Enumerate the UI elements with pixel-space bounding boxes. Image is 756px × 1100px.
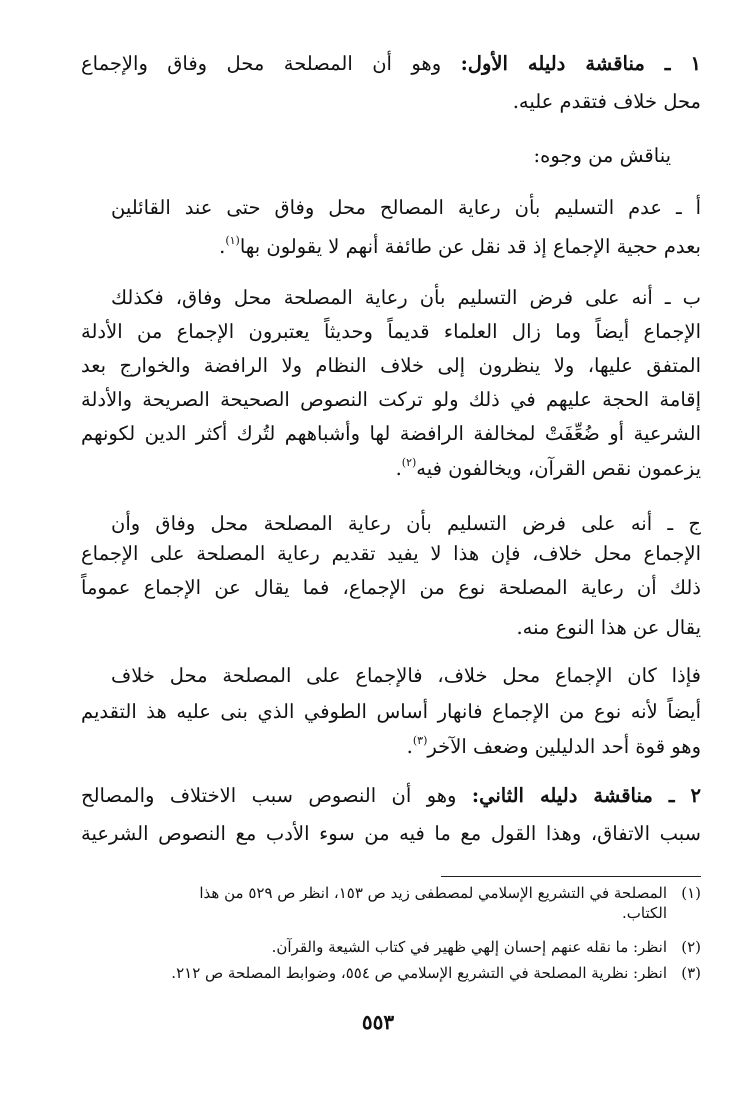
text-line: ٢ ـ مناقشة دليله الثاني: وهو أن النصوص سبب الاختلاف والمصالح [81, 784, 702, 807]
footnote-number: (٢) [681, 938, 701, 956]
section-heading: ٢ ـ مناقشة دليله الثاني: [471, 784, 702, 807]
footnote-3: (٣)انظر: نظرية المصلحة في التشريع الإسلامي ص ٥٥٤، وضوابط المصلحة ص ٢١٢. [171, 964, 701, 982]
text-line: ذلك أن رعاية المصلحة نوع من الإجماع، فما يقال عن الإجماع عموماً [81, 576, 701, 599]
text-line: بعدم حجية الإجماع إذ قد نقل عن طائفة أنهم لا يقولون بها$^{(١)}$. [219, 234, 701, 258]
text-line: الإجماع أيضاً وما زال العلماء قديماً وحديثاً يعتبرون الإجماع من الأدلة [81, 320, 701, 343]
section-heading: ١ ـ مناقشة دليله الأول: [460, 52, 702, 75]
text-line: وهو قوة أحد الدليلين وضعف الآخر$^{(٣)}$. [406, 734, 701, 758]
text-line: ١ ـ مناقشة دليله الأول: وهو أن المصلحة محل وفاق والإجماع [81, 52, 702, 75]
text-line: أيضاً لأنه نوع من الإجماع فانهار أساس الطوفي الذي بنى عليه هذ التقديم [81, 700, 701, 723]
footnote-number: (٣) [681, 964, 701, 982]
text-line: الشرعية أو ضُعِّفَتْ لمخالفة الرافضة لها وأشباههم لتُرك أكثر الدين لكونهم [81, 422, 701, 445]
footnote-ref: (٣) [412, 734, 428, 747]
footnote-separator [441, 876, 701, 877]
text-line: محل خلاف فتقدم عليه. [512, 90, 701, 113]
footnote-ref: (١) [225, 234, 240, 247]
footnote-number: (١) [681, 884, 701, 902]
text-line: ب ـ أنه على فرض التسليم بأن رعاية المصلحة محل وفاق، فكذلك [111, 286, 701, 309]
footnote-2: (٢)انظر: ما نقله عنهم إحسان إلهي ظهير في كتاب الشيعة والقرآن. [271, 938, 701, 956]
page-number: ٥٥٣ [361, 1010, 395, 1034]
text-line: إقامة الحجة عليهم في ذلك ولو تركت النصوص الصحيحة الصريحة والأدلة [81, 388, 701, 411]
text-line: ج ـ أنه على فرض التسليم بأن رعاية المصلحة محل وفاق وأن [111, 512, 701, 535]
text-line: يقال عن هذا النوع منه. [516, 616, 701, 639]
text-line: الإجماع محل خلاف، فإن هذا لا يفيد تقديم رعاية المصلحة على الإجماع [81, 542, 701, 565]
text-line: المتفق عليها، ولا ينظرون إلى خلاف النظام ولا الرافضة والخوارج بعد [81, 354, 701, 377]
text-line: سبب الاتفاق، وهذا القول مع ما فيه من سوء الأدب مع النصوص الشرعية [81, 822, 701, 845]
text-line: فإذا كان الإجماع محل خلاف، فالإجماع على المصلحة محل خلاف [111, 664, 701, 687]
footnote-1: (١)المصلحة في التشريع الإسلامي لمصطفى زيد ص ١٥٣، انظر ص ٥٢٩ من هذا الكتاب. [199, 884, 701, 922]
text-line: يناقش من وجوه: [533, 144, 671, 167]
footnote-ref: (٢) [401, 456, 417, 469]
text-line: أ ـ عدم التسليم بأن رعاية المصالح محل وفاق حتى عند القائلين [111, 196, 701, 219]
text-line: يزعمون نقص القرآن، ويخالفون فيه$^{(٢)}$. [395, 456, 701, 480]
